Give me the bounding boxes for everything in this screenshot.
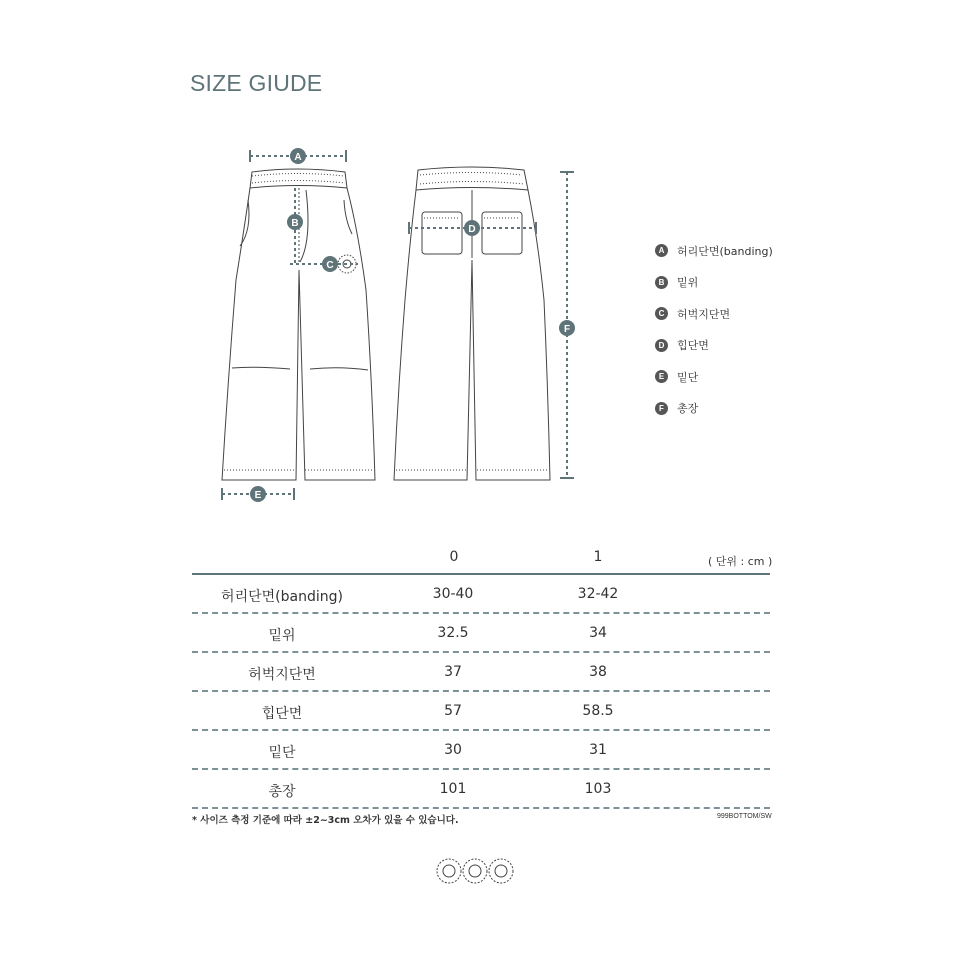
- legend-badge: F: [655, 402, 668, 415]
- table-row: [192, 692, 770, 731]
- cell-size-0: 30-40: [432, 586, 474, 602]
- cell-size-1: 32-42: [577, 586, 619, 602]
- dimension-line-c: [290, 256, 358, 272]
- cell-size-1: 38: [589, 664, 607, 680]
- column-header-size-0: 0: [449, 549, 459, 565]
- cell-size-1: 31: [589, 742, 607, 758]
- cell-size-1: 58.5: [582, 703, 614, 719]
- row-label: 밑위: [268, 628, 296, 644]
- table-row: [192, 653, 770, 692]
- row-label: 허벅지단면: [248, 667, 316, 683]
- legend-badge: D: [655, 339, 668, 352]
- legend-item-f: [655, 401, 773, 416]
- table-row: [192, 770, 770, 809]
- legend-badge: E: [655, 370, 668, 383]
- dimension-line-f: [559, 172, 575, 478]
- legend-label: 허리단면(banding): [677, 244, 773, 258]
- legend-label: 총장: [677, 402, 699, 415]
- dimension-line-b: [287, 188, 303, 265]
- legend-item-b: [655, 275, 773, 290]
- dimension-line-d: [409, 220, 536, 236]
- legend-item-d: [655, 338, 773, 353]
- table-row: [192, 731, 770, 770]
- row-label: 허리단면(banding): [221, 589, 343, 605]
- legend-label: 밑단: [677, 370, 699, 384]
- legend-item-c: [655, 306, 773, 321]
- legend-badge: C: [655, 307, 668, 320]
- row-label: 총장: [268, 784, 296, 800]
- badge-c: C: [326, 260, 334, 271]
- legend-label: 힙단면: [677, 339, 709, 352]
- measurement-note: * 사이즈 측정 기준에 따라 ±2~3cm 오차가 있을 수 있습니다.: [192, 815, 459, 826]
- row-label: 힙단면: [261, 706, 303, 722]
- cell-size-1: 34: [589, 625, 607, 641]
- legend-badge: A: [655, 244, 668, 257]
- badge-f: F: [563, 324, 571, 335]
- page-title: SIZE GIUDE: [190, 70, 323, 96]
- legend-label: 허벅지단면: [677, 307, 731, 321]
- legend-item-e: [655, 369, 773, 384]
- cell-size-0: 30: [444, 742, 462, 758]
- back-pants-drawing: [394, 167, 550, 480]
- column-header-size-1: 1: [593, 549, 603, 565]
- legend-badge: B: [655, 276, 668, 289]
- badge-b: B: [291, 218, 299, 229]
- badge-a: A: [294, 152, 302, 163]
- cell-size-0: 101: [439, 781, 467, 797]
- size-table: [192, 573, 770, 809]
- legend: [655, 243, 773, 432]
- legend-item-a: [655, 243, 773, 258]
- cell-size-0: 37: [444, 664, 462, 680]
- table-row: [192, 575, 770, 614]
- floral-logo-icon: [437, 859, 513, 883]
- cell-size-0: 32.5: [437, 625, 469, 641]
- cell-size-0: 57: [444, 703, 462, 719]
- legend-label: 밑위: [677, 276, 699, 289]
- row-label: 밑단: [268, 745, 296, 761]
- badge-e: E: [254, 490, 262, 501]
- cell-size-1: 103: [584, 781, 612, 797]
- badge-d: D: [468, 224, 476, 235]
- product-code: 999BOTTOM/SW: [717, 813, 772, 820]
- table-row: [192, 614, 770, 653]
- dimension-line-e: [222, 486, 294, 502]
- unit-label: ( 단위 : cm ): [708, 555, 773, 568]
- dimension-line-a: [250, 148, 346, 164]
